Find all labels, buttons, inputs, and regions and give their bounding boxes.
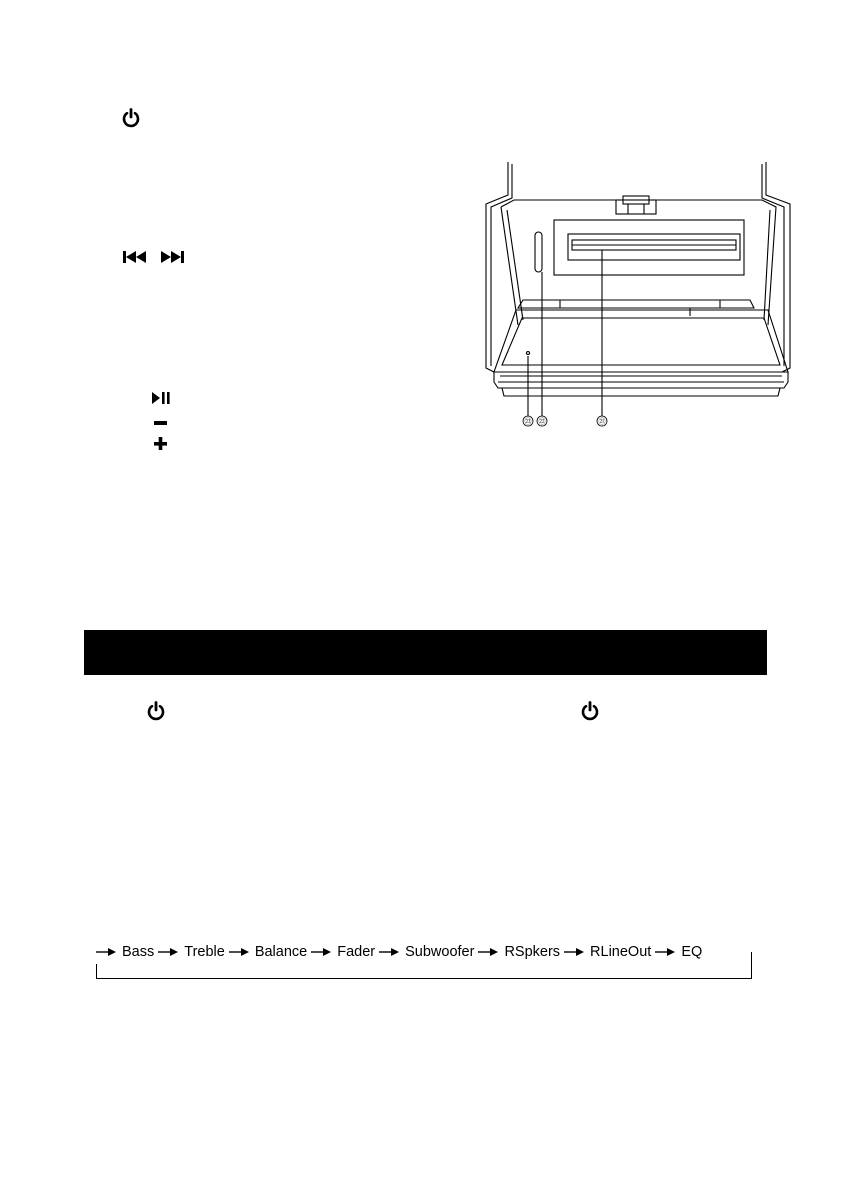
menu-item-label: Fader [337, 943, 376, 960]
arrow-right-icon [158, 948, 178, 956]
arrow-right-icon [655, 948, 675, 956]
section-header-bar [84, 630, 767, 675]
callout-22: ㉒ [538, 418, 546, 426]
arrow-right-icon [311, 948, 331, 956]
menu-item-treble [154, 945, 225, 960]
minus-icon [154, 419, 168, 427]
power-icon [121, 108, 141, 128]
unit-front-panel-diagram [478, 160, 808, 435]
power-icon [580, 701, 600, 721]
skip-back-icon [123, 250, 149, 264]
play-pause-icon [152, 392, 172, 404]
menu-item-rlineout [560, 945, 651, 960]
arrow-right-icon [379, 948, 399, 956]
menu-item-label: Subwoofer [405, 943, 475, 960]
menu-item-label: RLineOut [590, 943, 652, 960]
arrow-right-icon [96, 948, 116, 956]
callout-21: ㉑ [598, 418, 606, 426]
arrow-right-icon [478, 948, 498, 956]
menu-item-rspkers [474, 945, 560, 960]
plus-icon [154, 437, 168, 451]
callout-23: ㉓ [524, 418, 532, 426]
menu-item-label: RSpkers [504, 943, 561, 960]
audio-menu-cycle [96, 940, 751, 980]
arrow-right-icon [229, 948, 249, 956]
menu-item-balance [225, 945, 307, 960]
menu-item-label: Bass [122, 943, 155, 960]
menu-item-subwoofer [375, 945, 474, 960]
skip-forward-icon [160, 250, 186, 264]
menu-item-eq [651, 945, 702, 960]
menu-item-label: Balance [254, 943, 308, 960]
menu-item-label: EQ [681, 943, 703, 960]
menu-item-bass [96, 945, 154, 960]
arrow-right-icon [564, 948, 584, 956]
menu-item-label: Treble [184, 943, 225, 960]
menu-sequence [96, 940, 708, 964]
power-icon [146, 701, 166, 721]
menu-item-fader [307, 945, 375, 960]
